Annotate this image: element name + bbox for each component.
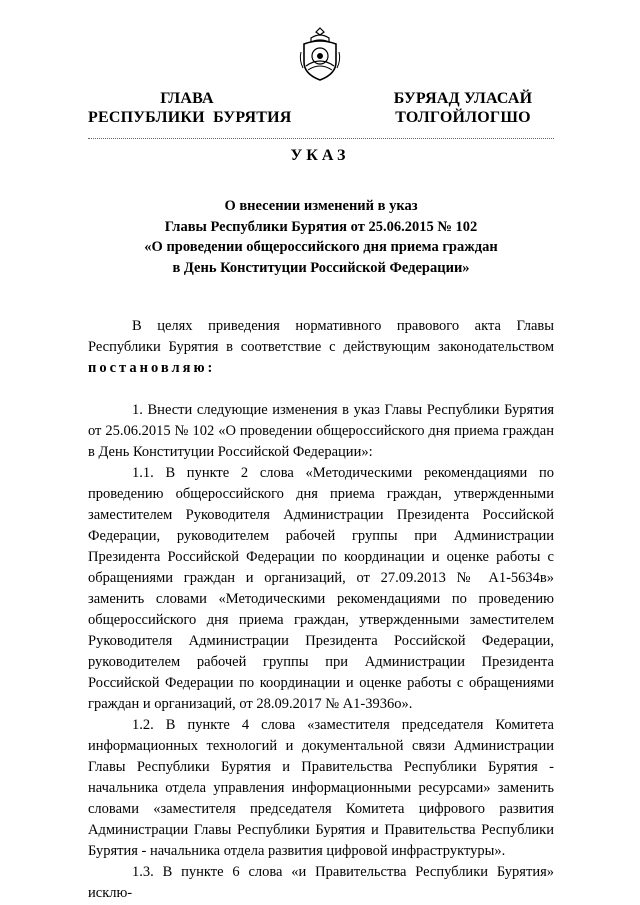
preamble	[88, 316, 554, 379]
title-line-1: О внесении изменений в указ	[224, 198, 418, 214]
preamble-text: В целях приведения нормативного правового акта Главы Республики Бурятия в соответствие с действующим законодательством	[88, 318, 554, 355]
document-type: УКАЗ	[290, 147, 350, 164]
title-line-4: в День Конституции Российской Федерации»	[172, 259, 470, 276]
document-body	[88, 316, 554, 904]
issuer-buryat-line-1: БУРЯАД УЛАСАЙ	[393, 90, 533, 107]
title-line-2: Главы Республики Бурятия от 25.06.2015 № 102	[164, 218, 478, 235]
item-1-1: 1.1. В пункте 2 слова «Методическими рекомендациями по проведению общероссийского дня приема граждан, утвержденными заместителем Руководителя Администрации Президента Российской Федерации, руководителем рабочей группы при Администрации Президента Российской Федерации по координации и оценке работы с обращениями граждан и организаций, от 27.09.2013 № А1-5634в» заменить словами «Методическими рекомендациями по проведению общероссийского дня приема граждан, утвержденными заместителем Руководителя Администрации Президента Российской Федерации, руководителем рабочей группы при Администрации Президента Российской Федерации по координации и оценке работы с обращениями граждан и организаций, от 28.09.2017 № А1-3936о».	[88, 465, 554, 712]
issuer-buryat-line-2: ТОЛГОЙЛОГШО	[395, 109, 531, 126]
item-1-3: 1.3. В пункте 6 слова «и Правительства Республики Бурятия» исклю-	[88, 864, 554, 901]
paragraph-gap	[88, 379, 554, 400]
issuer-title-russian	[88, 89, 292, 127]
issuer-title-buryat	[372, 89, 554, 127]
coat-of-arms-icon	[297, 26, 343, 82]
title-line-3: «О проведении общероссийского дня приема граждан	[144, 239, 498, 255]
item-1-2: 1.2. В пункте 4 слова «заместителя председателя Комитета информационных технологий и документальной связи Администрации Главы Республики Бурятия и Правительства Республики Бурятия - начальника отдела управления информационными ресурсами» заменить словами «заместителя председателя Комитета цифрового развития Администрации Главы Республики Бурятия и Правительства Республики Бурятия - начальника отдела развития цифровой инфраструктуры».	[88, 717, 554, 859]
issuer-line-1: ГЛАВА	[160, 90, 214, 107]
document-title	[88, 196, 554, 278]
issuer-line-2: РЕСПУБЛИКИ БУРЯТИЯ	[88, 109, 292, 126]
header-divider	[88, 138, 554, 139]
item-1: 1. Внести следующие изменения в указ Главы Республики Бурятия от 25.06.2015 № 102 «О проведении общероссийского дня приема граждан в День Конституции Российской Федерации»:	[88, 402, 554, 460]
preamble-decree-word: постановляю:	[88, 360, 216, 376]
